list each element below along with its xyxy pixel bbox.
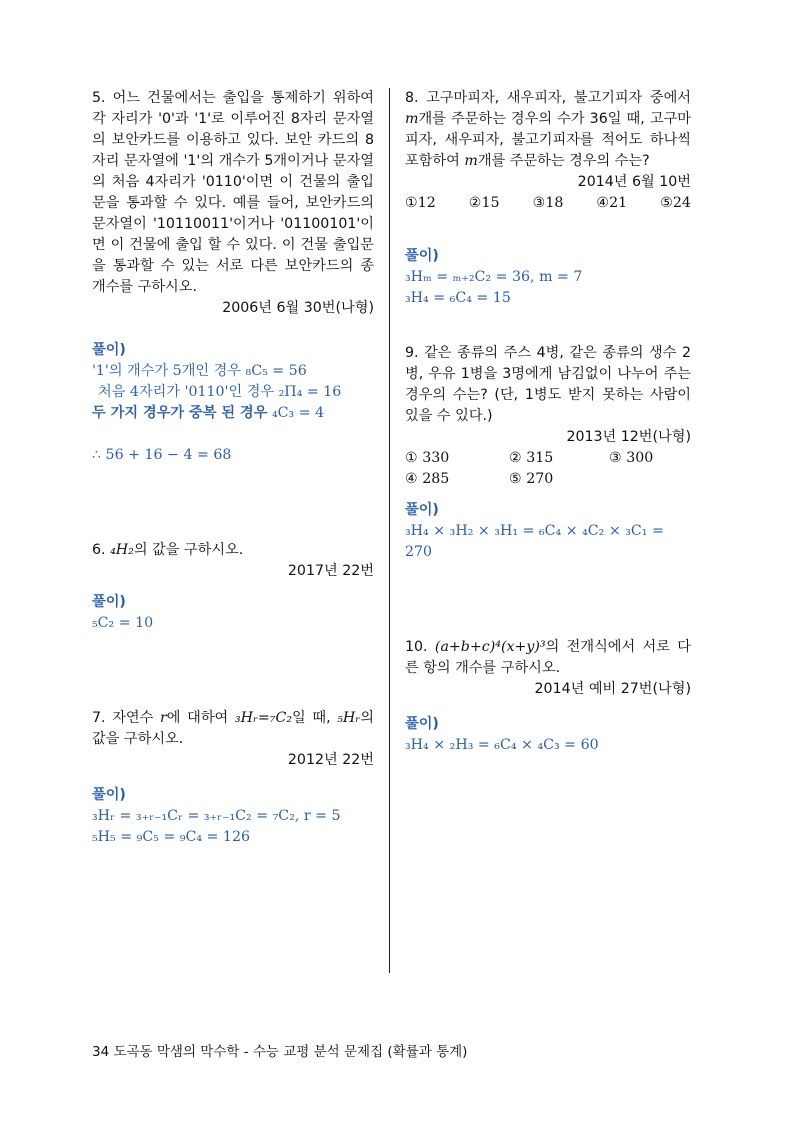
solution-10-math: ₃H₄ × ₂H₃ = ₆C₄ × ₄C₃ = 60 [405,737,599,753]
solution-7-label: 풀이) [92,787,126,803]
solution-5-line1: '1'의 개수가 5개인 경우 ₈C₅ = 56 [92,363,307,379]
solution-5-line4: ∴ 56 + 16 − 4 = 68 [92,447,232,463]
problem-10-text: 10. (a+b+c)⁴(x+y)³의 전개식에서 서로 다른 항의 개수를 구하시오. [405,639,691,676]
problem-6-text: 6. ₄H₂의 값을 구하시오. [92,542,244,558]
choice-3: ③18 [532,195,564,211]
solution-7-line2: ₅H₅ = ₉C₅ = ₉C₄ = 126 [92,829,251,845]
problem-8-choices [405,193,691,214]
solution-5-label: 풀이) [92,342,126,358]
problem-8-text: 8. 고구마피자, 새우피자, 불고기피자 중에서 m개를 주문하는 경우의 수가 36일 때, 고구마피자, 새우피자, 불고기피자를 적어도 하나씩 포함하여 m개를 주문하는 경우의 수는? [405,90,691,169]
problem-9-text: 9. 같은 종류의 주스 4병, 같은 종류의 생수 2병, 우유 1병을 3명에게 남김없이 나누어 주는 경우의 수는? (단, 1병도 받지 못하는 사람이 있을 수 있다.) [405,345,691,424]
solution-8-line1: ₃Hₘ = ₘ₊₂C₂ = 36, m = 7 [405,269,583,285]
solution-9-math: ₃H₄ × ₃H₂ × ₃H₁ = ₆C₄ × ₄C₂ × ₃C₁ = 270 [405,523,664,560]
choice-5: ⑤24 [660,195,691,211]
choice-2: ② 315 [509,450,554,466]
problem-5-source: 2006년 6월 30번(나형) [222,300,374,316]
problem-9-choices [405,448,691,490]
left-column [92,88,374,848]
solution-5-line2: 처음 4자리가 '0110'인 경우 ₂Π₄ = 16 [98,384,342,400]
choice-4: ④21 [596,195,628,211]
solution-5-line3: 두 가지 경우가 중복 된 경우 ₄C₃ = 4 [92,405,325,421]
right-column [405,88,691,756]
choice-5: ⑤ 270 [509,471,554,487]
solution-6-math: ₅C₂ = 10 [92,615,154,631]
problem-5 [92,88,374,466]
problem-5-text: 5. 어느 건물에서는 출입을 통제하기 위하여 각 자리가 '0'과 '1'로 이루어진 8자리 문자열의 보안카드를 이용하고 있다. 보안 카드의 8자리 문자열에 '1'의 개수가 5개이거나 문자열의 처음 4자리가 '0110'이면 이 건물의 출입문을 통과할 수 있다. 예를 들어, 보안카드의 문자열이 '10110011'이거나 '01100101'이면 이 건물에 출입 할 수 있다. 이 건물 출입문을 통과할 수 있는 서로 다른 보안카드의 종 개수를 구하시오. [92,90,374,295]
solution-6-label: 풀이) [92,594,126,610]
problem-8-source: 2014년 6월 10번 [577,174,691,190]
problem-8 [405,88,691,309]
choice-2: ②15 [468,195,500,211]
column-divider [389,88,390,973]
choice-4: ④ 285 [405,471,450,487]
problem-7-source: 2012년 22번 [287,752,374,768]
problem-9-source: 2013년 12번(나형) [566,429,691,445]
problem-6 [92,540,374,634]
problem-6-source: 2017년 22번 [287,563,374,579]
problem-10-source: 2014년 예비 27번(나형) [534,681,691,697]
problem-9 [405,343,691,563]
problem-10 [405,637,691,756]
choice-1: ① 330 [405,450,450,466]
problem-7 [92,708,374,848]
choice-1: ①12 [405,195,436,211]
solution-10-label: 풀이) [405,716,439,732]
page-footer: 34 도곡동 막샘의 막수학 - 수능 교평 분석 문제집 (확률과 통계) [92,1044,468,1060]
solution-8-label: 풀이) [405,248,439,264]
problem-7-text: 7. 자연수 r에 대하여 ₃Hᵣ=₇C₂일 때, ₅Hᵣ의 값을 구하시오. [92,710,374,747]
choice-3: ③ 300 [609,450,654,466]
solution-7-line1: ₃Hᵣ = ₃₊ᵣ₋₁Cᵣ = ₃₊ᵣ₋₁C₂ = ₇C₂, r = 5 [92,808,341,824]
solution-8-line2: ₃H₄ = ₆C₄ = 15 [405,290,511,306]
solution-9-label: 풀이) [405,502,439,518]
